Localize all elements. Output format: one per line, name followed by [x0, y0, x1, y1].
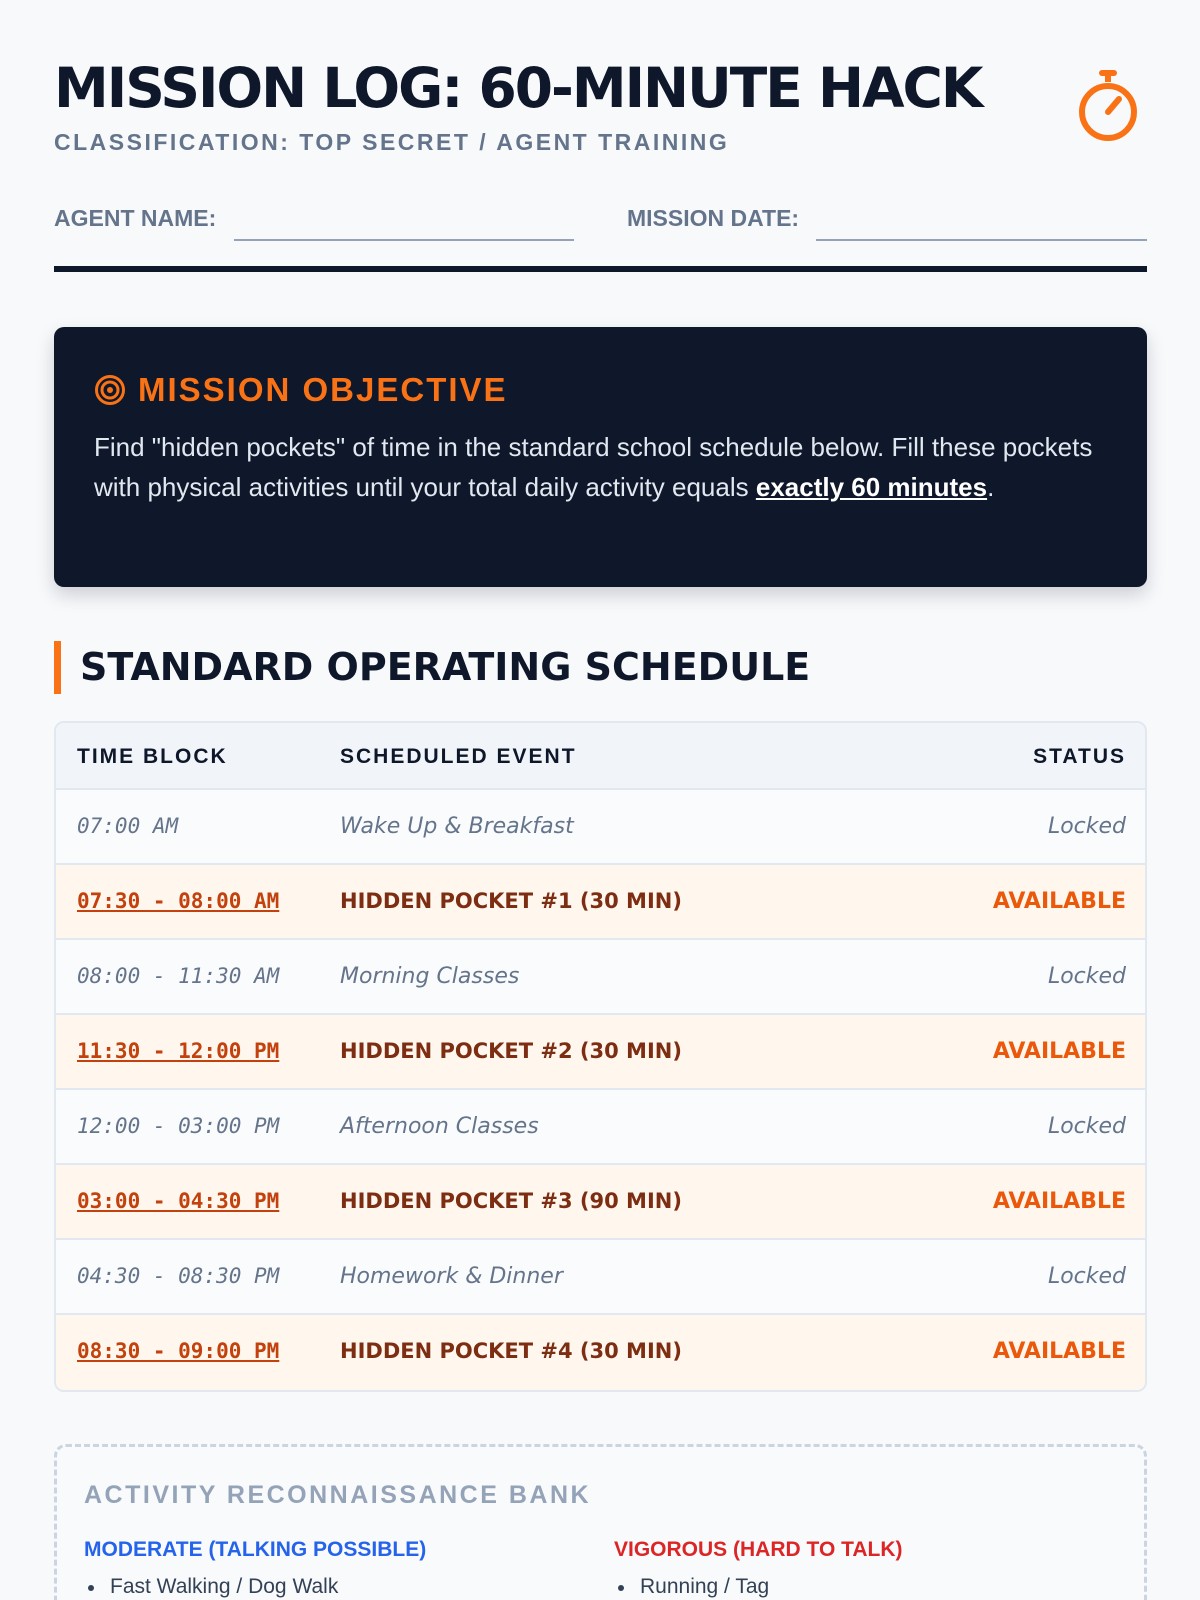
target-icon [94, 374, 126, 406]
objective-title: MISSION OBJECTIVE [138, 371, 508, 408]
table-row [56, 1090, 1145, 1165]
schedule-title: STANDARD OPERATING SCHEDULE [80, 645, 811, 689]
status-badge: AVAILABLE [992, 1039, 1126, 1064]
time-block: 12:00 - 03:00 PM [77, 1114, 280, 1138]
status-badge: Locked [1047, 1264, 1126, 1289]
list-item: Fast Walking / Dog Walk [84, 1571, 426, 1600]
page-title: MISSION LOG: 60-MINUTE HACK [54, 56, 982, 120]
classification-subtitle: CLASSIFICATION: TOP SECRET / AGENT TRAINING [54, 129, 730, 155]
table-row [56, 790, 1145, 865]
activity-bank-title: ACTIVITY RECONNAISSANCE BANK [84, 1481, 592, 1509]
time-block: 08:00 - 11:30 AM [77, 964, 280, 988]
status-badge: AVAILABLE [992, 889, 1126, 914]
moderate-list [84, 1571, 426, 1600]
status-badge: Locked [1047, 964, 1126, 989]
table-header-row [56, 723, 1145, 790]
time-block: 08:30 - 09:00 PM [77, 1339, 280, 1363]
header [54, 0, 1147, 155]
mission-date-field[interactable] [816, 239, 1147, 241]
time-block: 07:30 - 08:00 AM [77, 889, 280, 913]
moderate-column [84, 1538, 426, 1600]
scheduled-event: HIDDEN POCKET #2 (30 MIN) [340, 1039, 682, 1063]
column-header-event: SCHEDULED EVENT [340, 745, 577, 768]
agent-name-field[interactable] [234, 239, 574, 241]
agent-fields [54, 205, 1147, 241]
status-badge: AVAILABLE [992, 1339, 1126, 1364]
scheduled-event: Wake Up & Breakfast [340, 814, 574, 839]
section-accent-bar [54, 641, 61, 694]
status-badge: AVAILABLE [992, 1189, 1126, 1214]
table-row[interactable] [56, 1165, 1145, 1240]
time-block: 11:30 - 12:00 PM [77, 1039, 280, 1063]
column-header-time: TIME BLOCK [77, 745, 228, 768]
mission-objective-card [54, 327, 1147, 587]
scheduled-event: HIDDEN POCKET #3 (90 MIN) [340, 1189, 682, 1213]
status-badge: Locked [1047, 814, 1126, 839]
time-block: 04:30 - 08:30 PM [77, 1264, 280, 1288]
table-row[interactable] [56, 865, 1145, 940]
agent-name-label: AGENT NAME: [54, 205, 217, 231]
column-header-status: STATUS [1033, 745, 1126, 768]
vigorous-title: VIGOROUS (HARD TO TALK) [614, 1538, 903, 1561]
scheduled-event: Morning Classes [340, 964, 520, 989]
vigorous-list [614, 1571, 903, 1600]
time-block: 07:00 AM [77, 814, 179, 838]
list-item: Running / Tag [614, 1571, 903, 1600]
schedule-table [54, 721, 1147, 1392]
table-row[interactable] [56, 1315, 1145, 1390]
objective-text-end: . [987, 472, 995, 502]
table-row[interactable] [56, 1015, 1145, 1090]
objective-text-main: Find "hidden pockets" of time in the standard school schedule below. Fill these pockets with physical activities until your total daily activity equals [94, 432, 1093, 502]
table-row [56, 940, 1145, 1015]
scheduled-event: Homework & Dinner [340, 1264, 563, 1289]
objective-heading [94, 371, 508, 409]
scheduled-event: HIDDEN POCKET #1 (30 MIN) [340, 889, 682, 913]
moderate-title: MODERATE (TALKING POSSIBLE) [84, 1538, 427, 1561]
status-badge: Locked [1047, 1114, 1126, 1139]
header-divider [54, 266, 1147, 272]
scheduled-event: Afternoon Classes [340, 1114, 539, 1139]
stopwatch-icon [1075, 68, 1141, 148]
mission-date-label: MISSION DATE: [627, 205, 800, 231]
objective-emphasis: exactly 60 minutes [755, 472, 988, 502]
activity-bank [54, 1444, 1147, 1600]
objective-text [94, 427, 1104, 507]
mission-log-page [54, 0, 1147, 1598]
time-block: 03:00 - 04:30 PM [77, 1189, 280, 1213]
vigorous-column [614, 1538, 903, 1600]
scheduled-event: HIDDEN POCKET #4 (30 MIN) [340, 1339, 682, 1363]
table-row [56, 1240, 1145, 1315]
